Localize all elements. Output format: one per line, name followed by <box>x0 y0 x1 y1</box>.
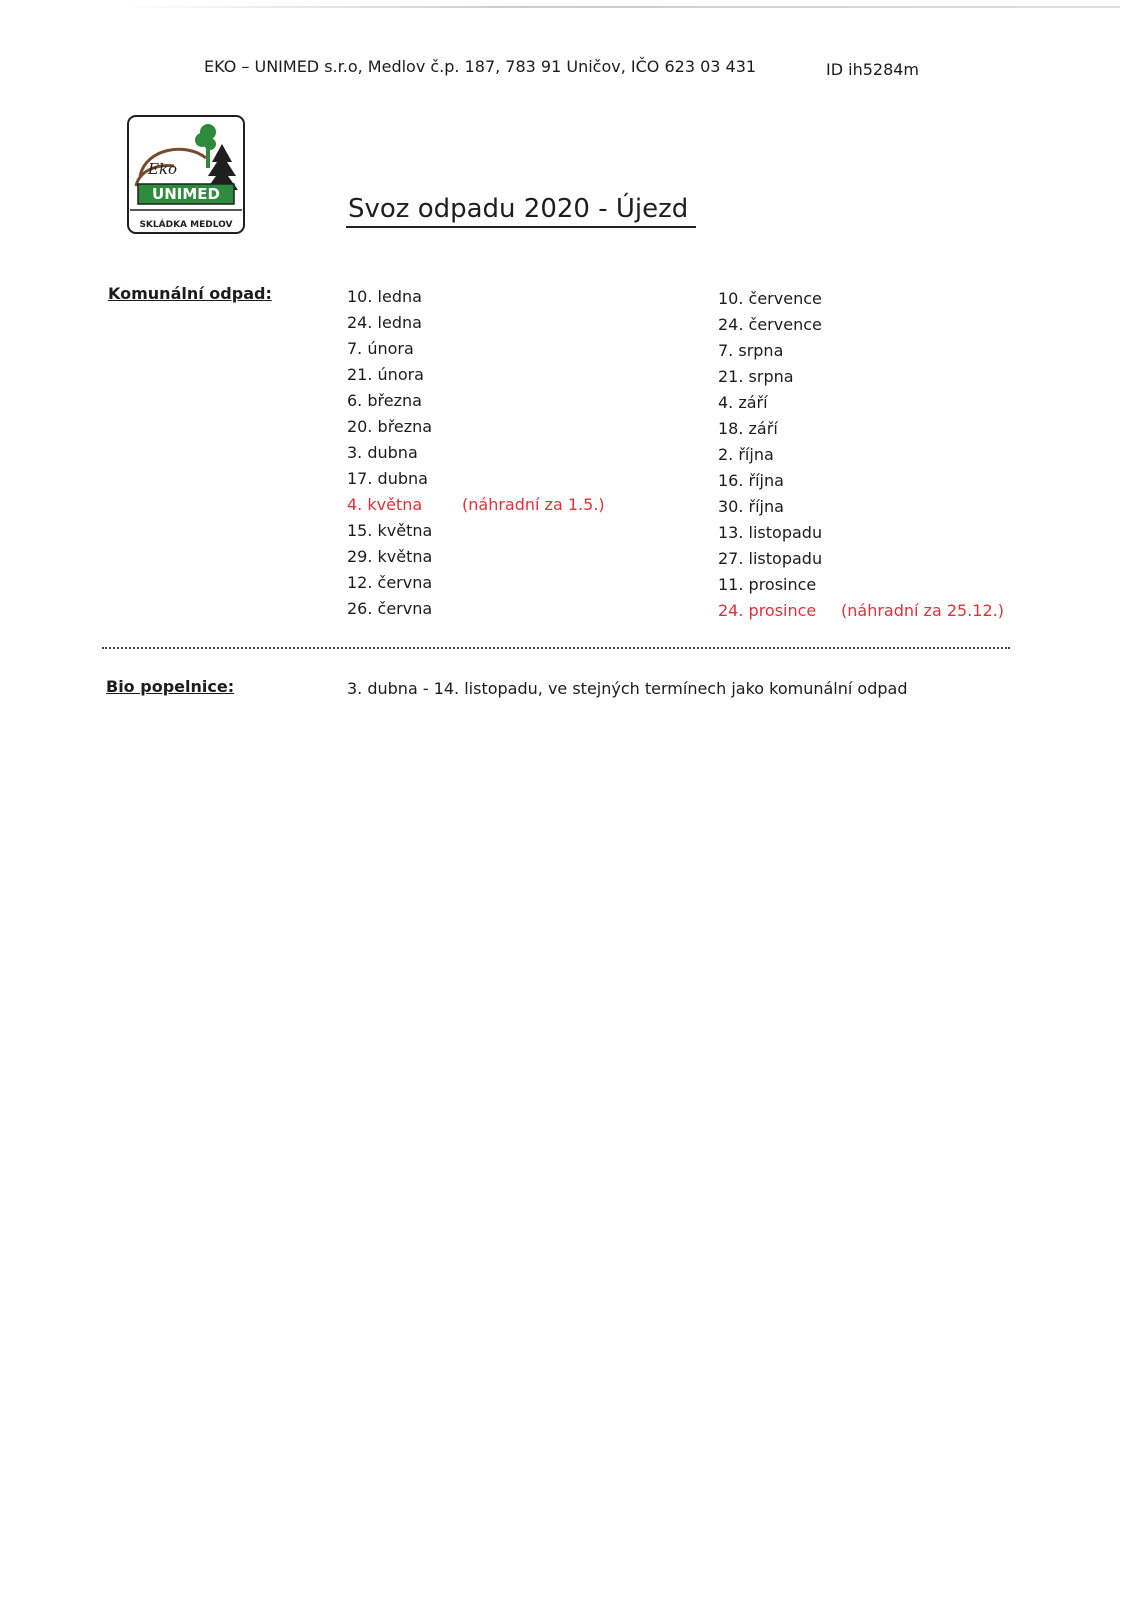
date-text: 11. prosince <box>718 575 817 594</box>
date-text: 24. ledna <box>347 313 422 332</box>
collection-date <box>718 598 1004 624</box>
collection-date <box>718 416 822 442</box>
date-text: 21. února <box>347 365 424 384</box>
page-title: Svoz odpadu 2020 - Újezd <box>348 194 689 224</box>
date-text: 16. října <box>718 471 784 490</box>
date-text: 26. června <box>347 599 433 618</box>
collection-date <box>718 338 822 364</box>
date-text: 21. srpna <box>718 367 794 386</box>
collection-date <box>718 312 822 338</box>
company-logo <box>126 114 246 235</box>
collection-date <box>347 466 432 492</box>
date-text: 24. července <box>718 315 822 334</box>
date-text: 7. srpna <box>718 341 784 360</box>
date-text: 30. října <box>718 497 784 516</box>
date-text: 4. září <box>718 393 768 412</box>
scan-edge <box>120 6 1120 8</box>
date-text: 17. dubna <box>347 469 428 488</box>
collection-date <box>347 310 432 336</box>
collection-date <box>718 442 822 468</box>
bio-label: Bio popelnice: <box>106 677 235 696</box>
replacement-note: (náhradní za 25.12.) <box>841 601 1004 620</box>
title-underline <box>346 226 696 228</box>
logo-graphic <box>126 114 246 235</box>
collection-date <box>347 596 432 622</box>
collection-date <box>718 546 822 572</box>
collection-date <box>718 390 822 416</box>
komunalni-label: Komunální odpad: <box>108 284 272 303</box>
replacement-note: (náhradní za 1.5.) <box>462 495 605 514</box>
collection-date <box>347 570 432 596</box>
collection-date <box>347 492 605 518</box>
collection-date <box>347 336 432 362</box>
date-text: 29. května <box>347 547 433 566</box>
komunalni-dates-right <box>718 286 1004 624</box>
collection-date <box>347 544 432 570</box>
collection-date <box>718 494 822 520</box>
date-text: 20. března <box>347 417 433 436</box>
date-text: 2. října <box>718 445 774 464</box>
date-text: 12. června <box>347 573 433 592</box>
collection-date <box>718 286 822 312</box>
collection-date <box>347 362 432 388</box>
collection-date <box>347 518 432 544</box>
company-address: EKO – UNIMED s.r.o, Medlov č.p. 187, 783 91 Uničov, IČO 623 03 431 <box>204 57 757 76</box>
collection-date <box>718 572 822 598</box>
date-text: 15. května <box>347 521 433 540</box>
logo-script-text: Eko <box>148 160 178 178</box>
date-text: 6. března <box>347 391 422 410</box>
collection-date <box>347 388 432 414</box>
date-text: 24. prosince <box>718 601 817 620</box>
collection-date <box>718 520 822 546</box>
komunalni-dates-left <box>347 284 605 622</box>
document-id: ID ih5284m <box>826 60 920 79</box>
dotted-separator <box>102 647 1010 649</box>
date-text: 10. ledna <box>347 287 422 306</box>
collection-date <box>718 364 822 390</box>
date-text: 7. února <box>347 339 414 358</box>
date-text: 18. září <box>718 419 778 438</box>
date-text: 10. července <box>718 289 822 308</box>
logo-brand-text: UNIMED <box>152 185 220 203</box>
collection-date <box>347 440 432 466</box>
collection-date <box>718 468 822 494</box>
collection-date <box>347 284 432 310</box>
bio-schedule-text: 3. dubna - 14. listopadu, ve stejných termínech jako komunální odpad <box>347 679 908 698</box>
date-text: 4. května <box>347 495 423 514</box>
collection-date <box>347 414 432 440</box>
date-text: 3. dubna <box>347 443 418 462</box>
date-text: 13. listopadu <box>718 523 823 542</box>
logo-caption: SKLÁDKA MEDLOV <box>139 220 233 230</box>
date-text: 27. listopadu <box>718 549 823 568</box>
